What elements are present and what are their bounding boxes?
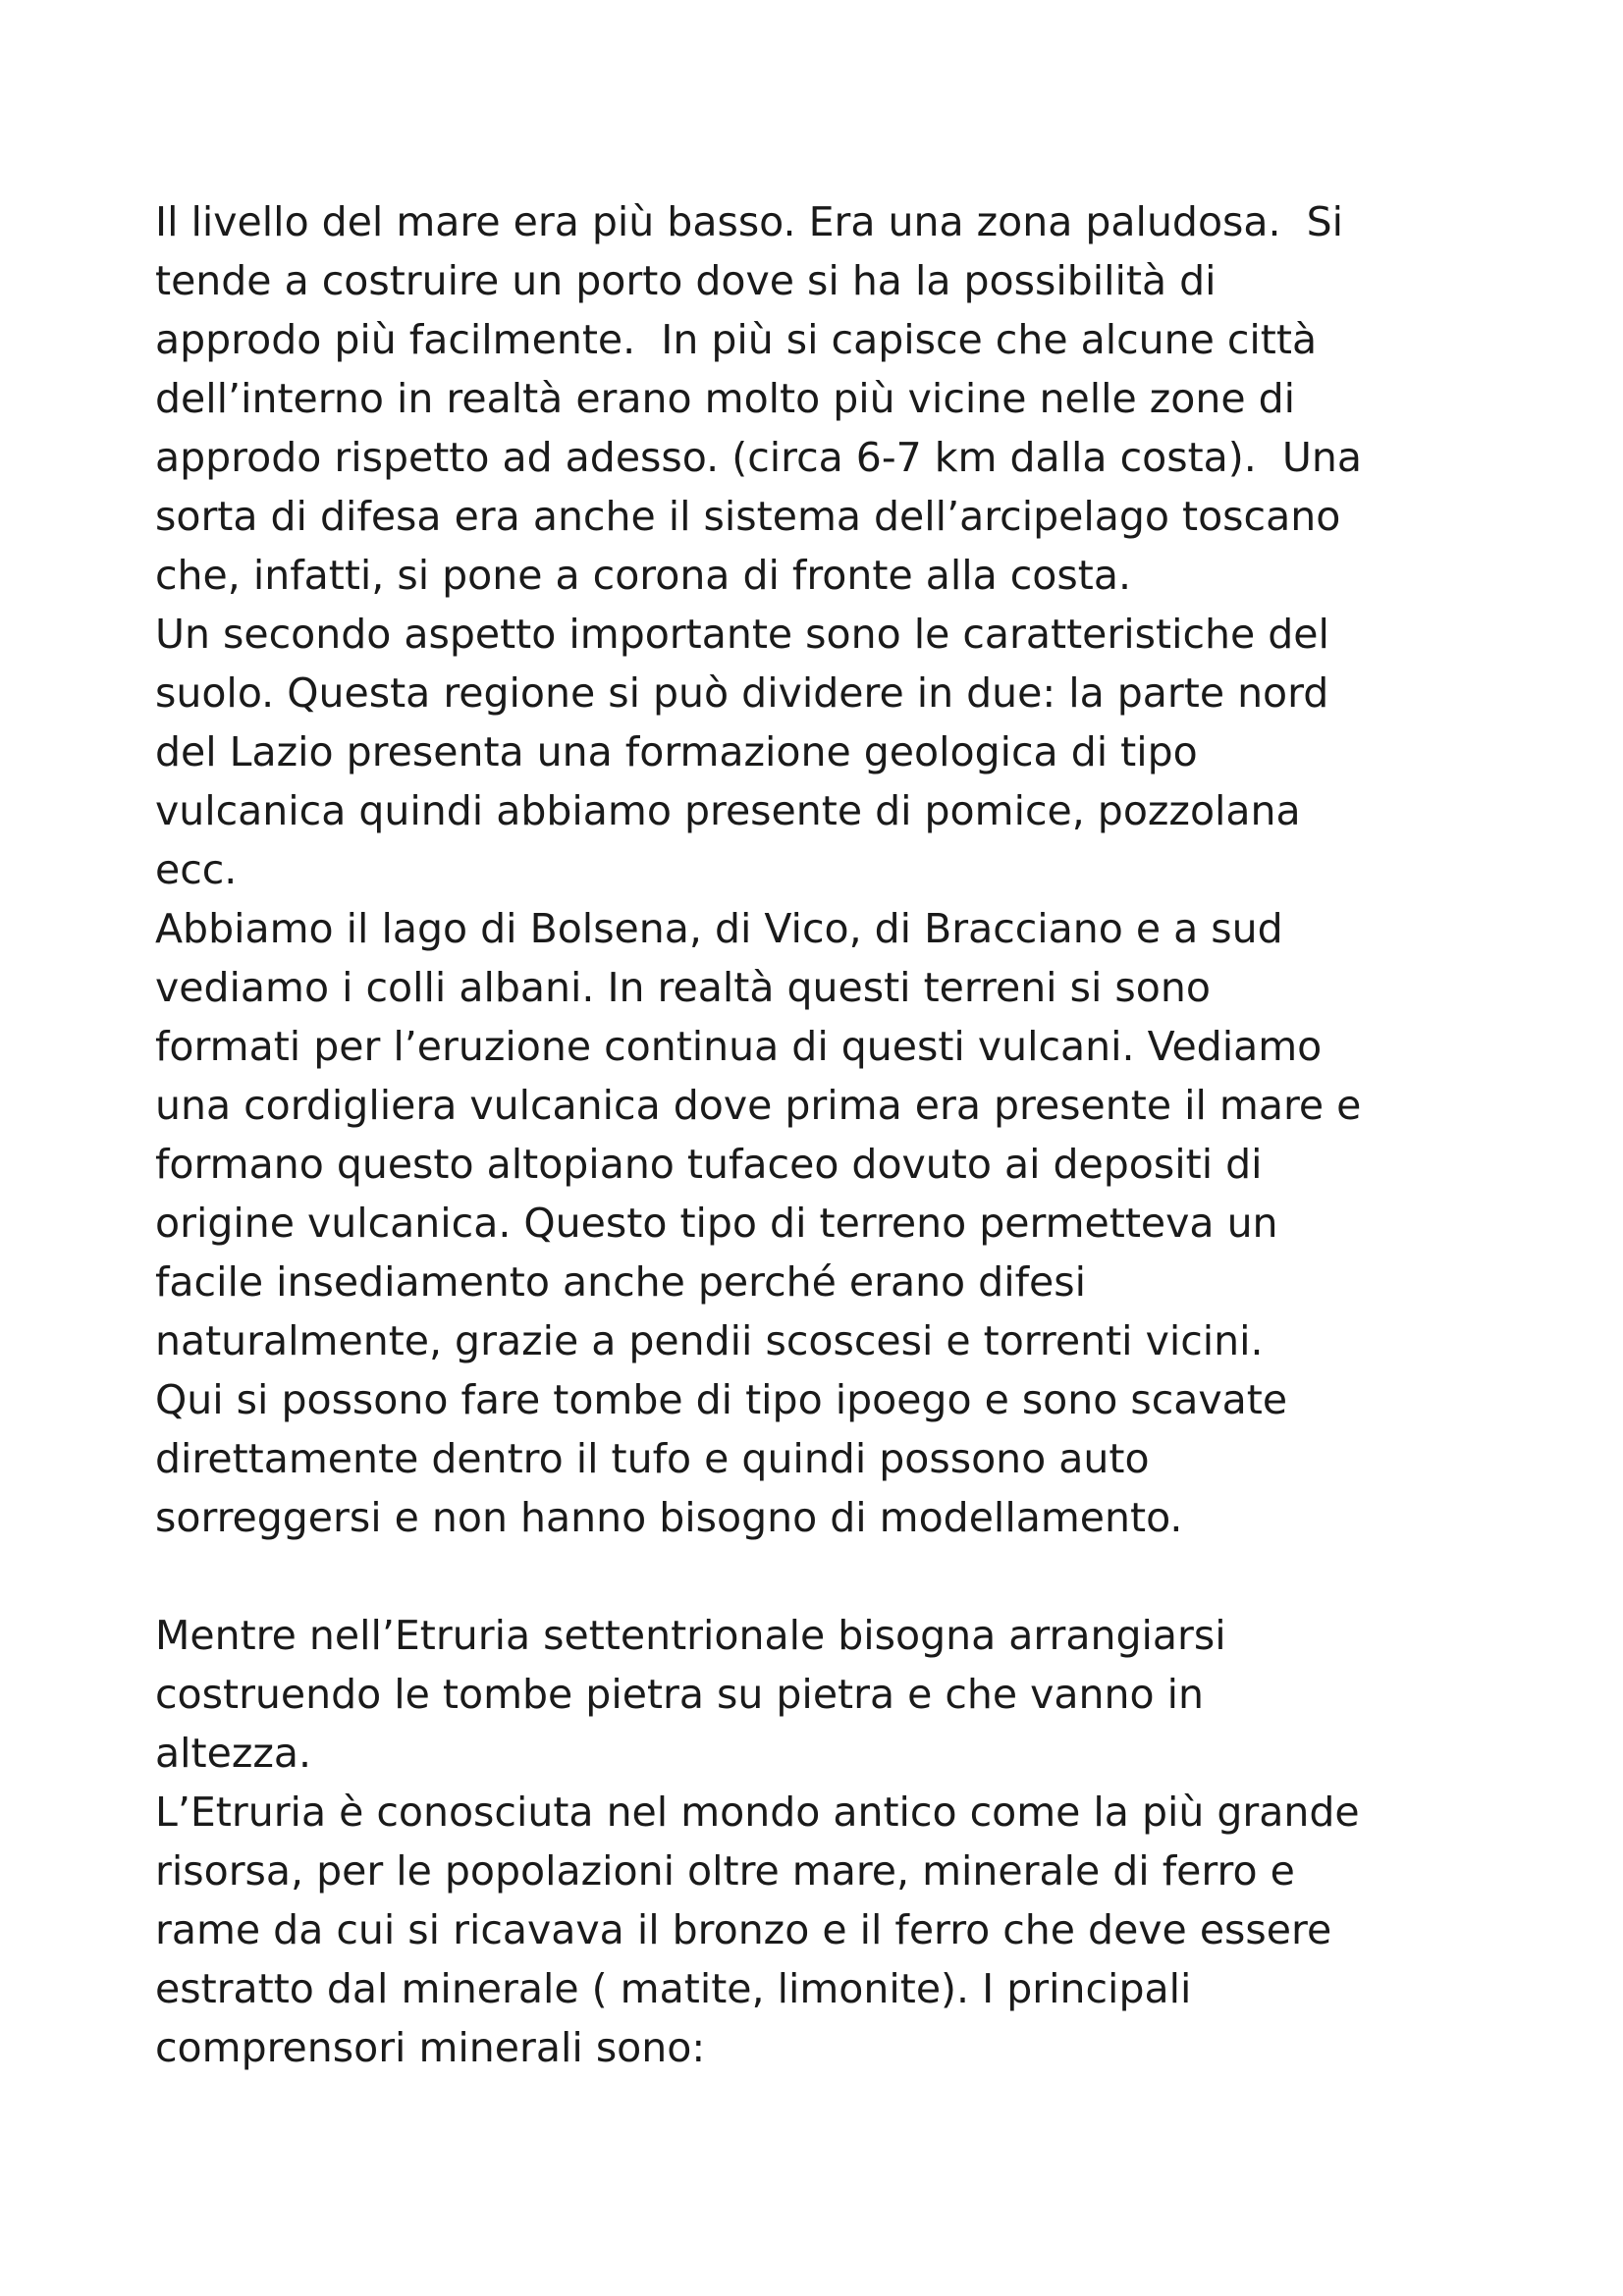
text-line: sorreggersi e non hanno bisogno di modellamento. <box>155 1494 1183 1541</box>
text-line: Qui si possono fare tombe di tipo ipoego e sono scavate <box>155 1376 1288 1423</box>
blank-line <box>155 1547 1530 1606</box>
text-line: formano questo altopiano tufaceo dovuto ai depositi di <box>155 1141 1263 1188</box>
text-line: risorsa, per le popolazioni oltre mare, minerale di ferro e <box>155 1847 1295 1895</box>
text-line: rame da cui si ricavava il bronzo e il ferro che deve essere <box>155 1906 1332 1953</box>
paragraph-northern-etruria <box>155 1606 1530 1783</box>
text-line: facile insediamento anche perché erano difesi <box>155 1258 1087 1306</box>
text-line: L’Etruria è conosciuta nel mondo antico come la più grande <box>155 1789 1360 1836</box>
text-line: del Lazio presenta una formazione geologica di tipo <box>155 728 1198 775</box>
paragraph-sea-level <box>155 192 1530 605</box>
paragraph-minerals <box>155 1783 1530 2077</box>
text-line: dell’interno in realtà erano molto più vicine nelle zone di <box>155 375 1296 422</box>
text-line: estratto dal minerale ( matite, limonite). I principali <box>155 1965 1192 2012</box>
paragraph-soil <box>155 605 1530 899</box>
text-line: vulcanica quindi abbiamo presente di pomice, pozzolana <box>155 787 1301 834</box>
text-line: direttamente dentro il tufo e quindi possono auto <box>155 1435 1150 1482</box>
text-line: che, infatti, si pone a corona di fronte alla costa. <box>155 552 1131 599</box>
paragraph-tombs <box>155 1370 1530 1547</box>
text-line: ecc. <box>155 846 238 893</box>
text-line: Abbiamo il lago di Bolsena, di Vico, di Bracciano e a sud <box>155 905 1283 952</box>
text-line: una cordigliera vulcanica dove prima era presente il mare e <box>155 1082 1362 1129</box>
text-line: formati per l’eruzione continua di questi vulcani. Vediamo <box>155 1023 1323 1070</box>
text-line: suolo. Questa regione si può dividere in due: la parte nord <box>155 669 1329 717</box>
text-line: altezza. <box>155 1730 312 1777</box>
text-line: Il livello del mare era più basso. Era una zona paludosa. Si <box>155 198 1344 245</box>
paragraph-lakes <box>155 899 1530 1370</box>
text-line: comprensori minerali sono: <box>155 2024 706 2071</box>
text-line: approdo più facilmente. In più si capisce che alcune città <box>155 316 1318 363</box>
text-line: Un secondo aspetto importante sono le caratteristiche del <box>155 611 1329 658</box>
text-line: tende a costruire un porto dove si ha la possibilità di <box>155 257 1217 304</box>
text-line: approdo rispetto ad adesso. (circa 6-7 km dalla costa). Una <box>155 434 1362 481</box>
text-line: sorta di difesa era anche il sistema dell’arcipelago toscano <box>155 493 1341 540</box>
text-line: origine vulcanica. Questo tipo di terreno permetteva un <box>155 1200 1278 1247</box>
text-line: costruendo le tombe pietra su pietra e che vanno in <box>155 1671 1205 1718</box>
text-line: naturalmente, grazie a pendii scoscesi e torrenti vicini. <box>155 1317 1264 1364</box>
text-line: vediamo i colli albani. In realtà questi terreni si sono <box>155 964 1211 1011</box>
text-line: Mentre nell’Etruria settentrionale bisogna arrangiarsi <box>155 1612 1226 1659</box>
document-body <box>155 192 1530 2077</box>
